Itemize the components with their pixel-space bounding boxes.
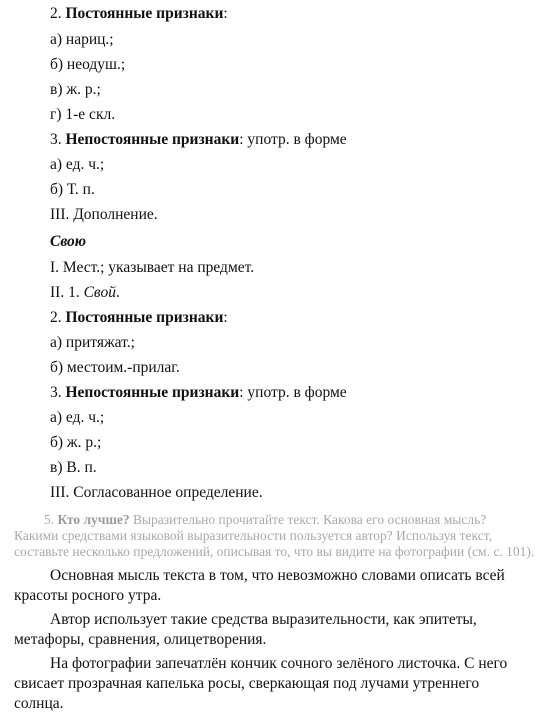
perm-features-line [50, 309, 228, 327]
item-number: II. 1. [50, 284, 84, 301]
part-of-speech: I. Мест.; указывает на предмет. [50, 259, 255, 276]
feature-v2: в) В. п. [50, 459, 97, 476]
nonperm-features-text: : употр. в форме [239, 131, 347, 148]
perm-features-label: Постоянные признаки [65, 309, 224, 326]
syntactic-role: III. Согласованное определение. [50, 484, 263, 501]
item-number: 2. [50, 5, 66, 22]
perm-features-label: Постоянные признаки [65, 5, 224, 22]
nonperm-features-line [50, 384, 347, 402]
period: . [115, 284, 120, 301]
feature-a2: а) ед. ч.; [50, 409, 105, 426]
feature-b: б) неодуш.; [50, 56, 126, 73]
answer-paragraph-1: Основная мысль текста в том, что невозможно словами описать всей красоты росного утра. [14, 567, 505, 604]
task-title: Кто лучше? [57, 512, 130, 527]
item-number: 2. [50, 309, 66, 326]
feature-v: в) ж. р.; [50, 81, 101, 98]
feature-b2: б) Т. п. [50, 181, 95, 198]
feature-a: а) притяжат.; [50, 334, 135, 351]
answer-paragraph-3: На фотографии запечатлён кончик сочного зелёного листочка. С него свисает прозрачная капелька росы, сверкающая под лучами утреннего солнца. [14, 655, 508, 712]
nonperm-features-label: Непостоянные признаки [65, 384, 240, 401]
nonperm-features-text: : употр. в форме [239, 384, 347, 401]
item-number: 3. [50, 384, 66, 401]
initial-form-line [50, 284, 120, 302]
perm-features-line [50, 5, 228, 23]
nonperm-features-line [50, 131, 347, 149]
feature-a2: а) ед. ч.; [50, 156, 105, 173]
task-line-3: составьте несколько предложений, описывая то, что вы видите на фотографии (см. с. 101). [14, 544, 535, 559]
feature-g: г) 1-е скл. [50, 106, 116, 123]
task-line-1 [44, 512, 486, 528]
feature-b: б) местоим.-прилаг. [50, 359, 180, 376]
nonperm-features-label: Непостоянные признаки [65, 131, 240, 148]
task-number: 5. [44, 512, 55, 527]
answer-paragraph-2: Автор использует такие средства выразительности, как эпитеты, метафоры, сравнения, олицетворения. [14, 611, 477, 648]
feature-a: а) нариц.; [50, 31, 114, 48]
task-text: Выразительно прочитайте текст. Какова его основная мысль? [129, 512, 487, 527]
syntactic-role: III. Дополнение. [50, 206, 158, 223]
feature-b2: б) ж. р.; [50, 434, 102, 451]
colon: : [223, 309, 228, 326]
initial-form-word: Свой [83, 284, 116, 301]
task-line-2: Какими средствами языковой выразительности пользуется автор? Используя текст, [14, 528, 492, 543]
word-title: Свою [50, 233, 87, 250]
item-number: 3. [50, 131, 66, 148]
colon: : [223, 5, 228, 22]
